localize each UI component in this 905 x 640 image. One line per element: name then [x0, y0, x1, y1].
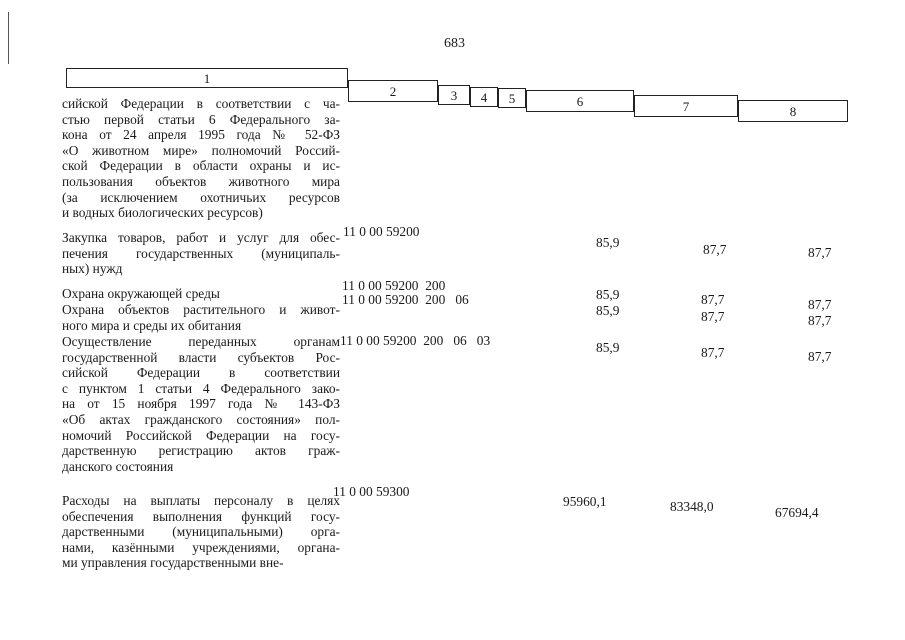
description-line: кона от 24 апреля 1995 года № 52-ФЗ — [62, 127, 340, 143]
description-line: ных) нужд — [62, 261, 123, 277]
description-line: и водных биологических ресурсов) — [62, 205, 263, 221]
description-line: Закупка товаров, работ и услуг для обес- — [62, 230, 340, 245]
row-2-value-col-6: 85,9 — [596, 235, 620, 250]
row-2-value-col-8: 87,7 — [808, 245, 832, 260]
header-col-8: 8 — [738, 100, 848, 122]
description-line: сийской Федерации в соответствии с ча- — [62, 96, 340, 111]
description-line: ми управления государственными вне- — [62, 555, 284, 571]
description-line: Расходы на выплаты персоналу в целях — [62, 493, 340, 508]
description-line: Охрана объектов растительного и живот- — [62, 302, 340, 317]
description-line: «Об актах гражданского состояния» пол- — [62, 411, 340, 427]
row-5-value-col-6: 85,9 — [596, 340, 620, 355]
description-line: обеспечения выполнения функций госу- — [62, 508, 340, 524]
description-line: дарственную регистрацию актов граж- — [62, 443, 340, 459]
row-5-code: 11 0 00 59200 200 06 03 — [340, 333, 491, 348]
description-line: (за исключением охотничьих ресурсов — [62, 189, 340, 205]
row-6-value-col-7: 83348,0 — [670, 499, 714, 514]
description-line: дарственными (муниципальными) орга- — [62, 524, 340, 540]
row-5-value-col-7: 87,7 — [701, 345, 725, 360]
header-col-1: 1 — [66, 68, 348, 88]
description-line: данского состояния — [62, 458, 174, 474]
row-4-description — [62, 302, 340, 333]
row-5-value-col-8: 87,7 — [808, 349, 832, 364]
margin-line — [8, 12, 9, 64]
header-col-2: 2 — [348, 80, 438, 102]
row-4-value-col-8: 87,7 — [808, 313, 832, 328]
row-2-code: 11 0 00 59200 — [343, 224, 420, 239]
row-3-value-col-6: 85,9 — [596, 287, 620, 302]
description-line: Охрана окружающей среды — [62, 286, 220, 301]
description-line: пользования объектов животного мира — [62, 173, 340, 189]
description-line: Осуществление переданных органам — [62, 334, 340, 349]
header-col-5: 5 — [498, 88, 526, 108]
row-4-code: 11 0 00 59200 200 06 — [342, 292, 469, 307]
header-col-3: 3 — [438, 85, 470, 105]
description-line: нами, казёнными учреждениями, органа- — [62, 539, 340, 555]
row-2-description — [62, 230, 340, 277]
header-col-6: 6 — [526, 90, 634, 112]
row-3-value-col-7: 87,7 — [701, 292, 725, 307]
page-number: 683 — [444, 36, 465, 51]
row-4-value-col-6: 85,9 — [596, 303, 620, 318]
description-line: на от 15 ноября 1997 года № 143-ФЗ — [62, 396, 340, 412]
description-line: ного мира и среды их обитания — [62, 317, 242, 333]
description-line: государственной власти субъектов Рос- — [62, 349, 340, 365]
header-col-7: 7 — [634, 95, 738, 117]
row-5-description — [62, 334, 340, 474]
row-6-description — [62, 493, 340, 571]
description-line: номочий Российской Федерации на госу- — [62, 427, 340, 443]
row-6-value-col-8: 67694,4 — [775, 505, 819, 520]
description-line: печения государственных (муниципаль- — [62, 245, 340, 261]
row-6-code: 11 0 00 59300 — [333, 484, 410, 499]
row-3-value-col-8: 87,7 — [808, 297, 832, 312]
header-col-4: 4 — [470, 87, 498, 107]
row-4-value-col-7: 87,7 — [701, 309, 725, 324]
row-3-description — [62, 286, 340, 302]
row-6-value-col-6: 95960,1 — [563, 494, 607, 509]
description-line: «О животном мире» полномочий Россий- — [62, 142, 340, 158]
row-3-code: 11 0 00 59200 200 — [342, 278, 446, 293]
description-line: ской Федерации в области охраны и ис- — [62, 158, 340, 174]
description-line: стью первой статьи 6 Федерального за- — [62, 111, 340, 127]
row-2-value-col-7: 87,7 — [703, 242, 727, 257]
row-1-description — [62, 96, 340, 221]
description-line: сийской Федерации в соответствии — [62, 365, 340, 381]
description-line: с пунктом 1 статьи 4 Федерального зако- — [62, 380, 340, 396]
